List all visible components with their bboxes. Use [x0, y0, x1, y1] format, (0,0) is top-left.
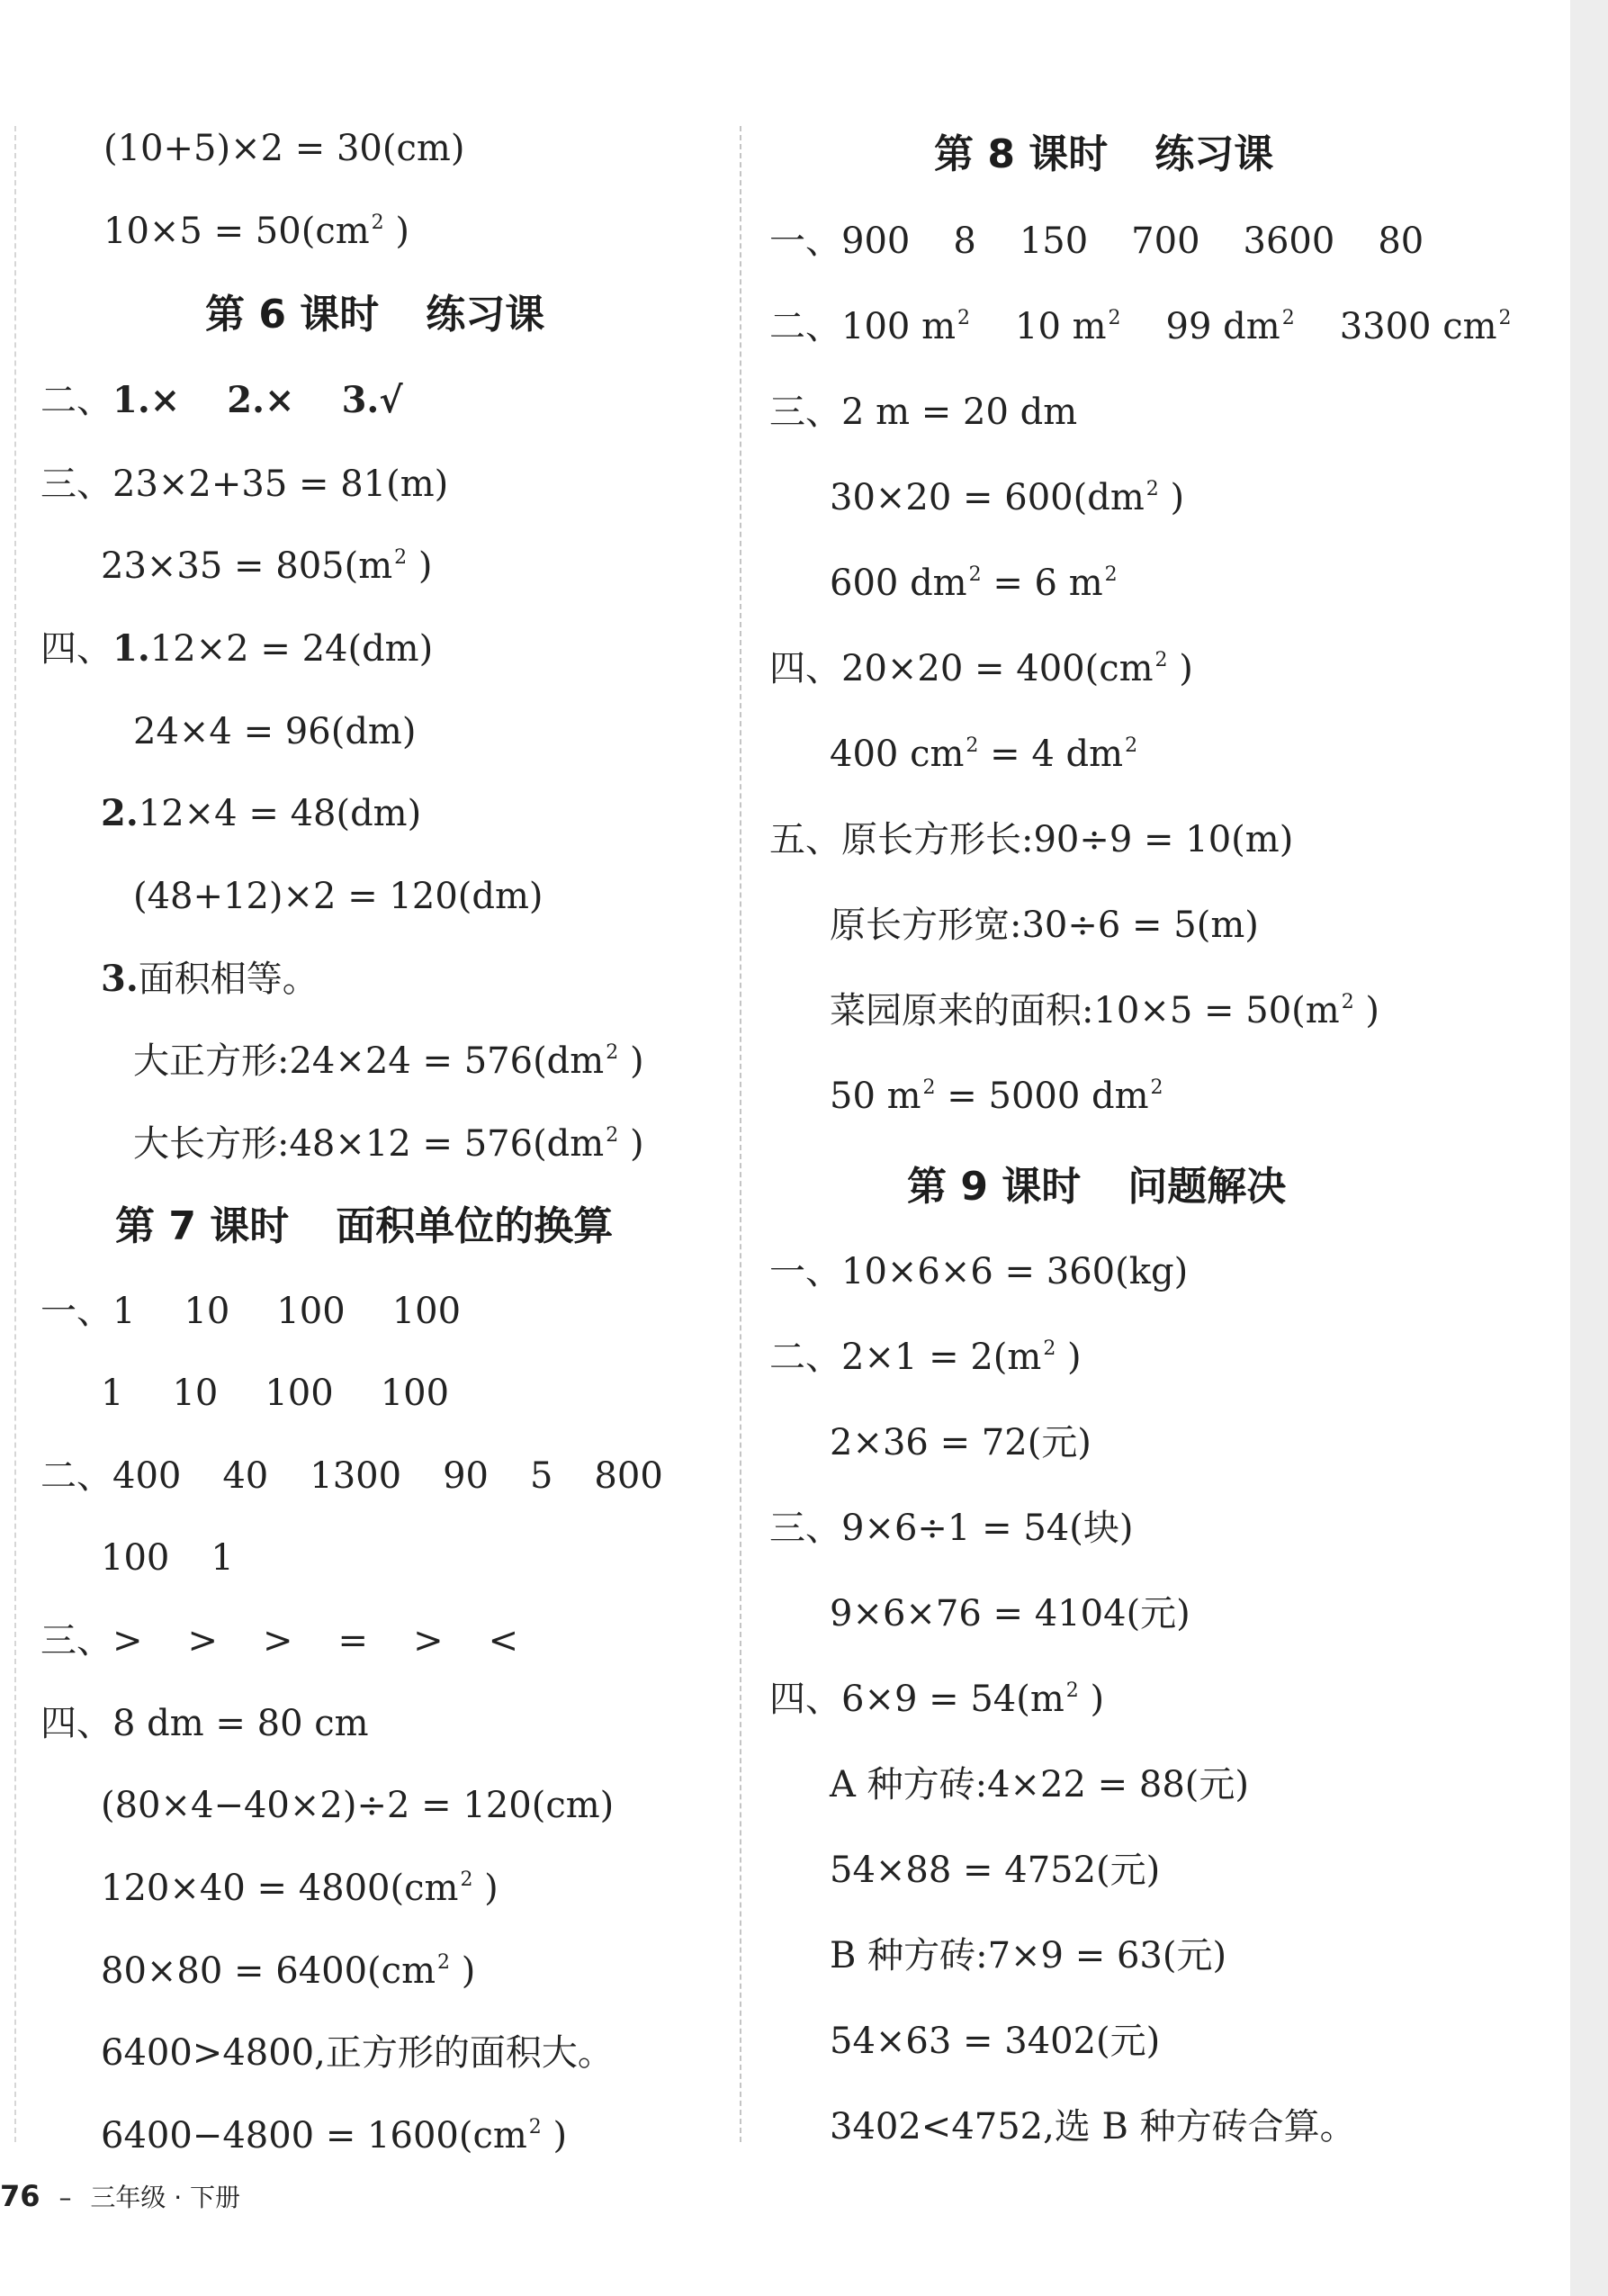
question-2: 二、1.× 2.× 3.√	[40, 379, 403, 421]
answer-line: 大正方形:24×24 = $576(dm^2$ )	[133, 1040, 644, 1082]
page-footer	[0, 2178, 240, 2216]
section-heading-6: 第 6 课时 练习课	[205, 292, 545, 338]
question-3: 三、> > > = > <	[40, 1620, 519, 1661]
answer-line: $10\times 5 = 50(cm^2$ )	[103, 211, 409, 252]
answer-line: 50 $m^2 = 5000$ $dm^2$	[830, 1076, 1163, 1117]
footer-dash: –	[58, 2183, 72, 2212]
answer-line: $30\times 20 = 600(dm^2$ )	[830, 477, 1185, 518]
footer-grade: 三年级 · 下册	[90, 2183, 241, 2212]
answer-line: 2×36 = 72(元)	[830, 1422, 1091, 1463]
question-3: 三、2 m = 20 dm	[769, 392, 1078, 433]
page-number: 76	[0, 2179, 40, 2213]
question-2: 二、400 40 1300 90 5 800	[40, 1455, 663, 1497]
answer-line: $6400-4800 = 1600(cm^2$ )	[101, 2115, 568, 2156]
section-heading-9: 第 9 课时 问题解决	[907, 1164, 1287, 1210]
answer-line: A 种方砖:4×22 = 88(元)	[830, 1764, 1249, 1805]
answer-line: 600 $dm^2 = 6$ $m^2$	[830, 563, 1118, 604]
answer-line: 54×88 = 4752(元)	[830, 1850, 1161, 1891]
answer-line: 菜园原来的面积:10×5 = $50(m^2$ )	[830, 990, 1380, 1031]
answer-line: 6400>4800,正方形的面积大。	[101, 2032, 614, 2074]
answer-line: $120\times 40 = 4800(cm^2$ )	[101, 1868, 499, 1909]
answer-line: 24×4 = 96(dm)	[133, 711, 417, 752]
left-margin-line	[14, 126, 16, 2142]
question-3: 三、9×6÷1 = 54(块)	[769, 1508, 1134, 1549]
question-1: 一、10×6×6 = 360(kg)	[769, 1251, 1189, 1292]
answer-line: $23\times 35 = 805(m^2$ )	[101, 545, 433, 587]
column-divider	[740, 126, 741, 2142]
answer-line: B 种方砖:7×9 = 63(元)	[830, 1935, 1227, 1976]
answer-line: 1 10 100 100	[101, 1373, 450, 1414]
answer-line: (48+12)×2 = 120(dm)	[133, 876, 543, 917]
answer-line: 400 $cm^2 = 4$ $dm^2$	[830, 734, 1138, 775]
answer-line: (80×4−40×2)÷2 = 120(cm)	[101, 1785, 615, 1826]
question-1: 一、900 8 150 700 3600 80	[769, 221, 1424, 262]
question-2: 二、$2\times 1 = 2(m^2$ )	[769, 1337, 1082, 1378]
question-4: 四、1.12×2 = 24(dm)	[40, 627, 434, 670]
answer-line: 原长方形宽:30÷6 = 5(m)	[830, 905, 1259, 946]
answer-line: 54×63 = 3402(元)	[830, 2021, 1161, 2062]
answer-line: 大长方形:48×12 = $576(dm^2$ )	[133, 1123, 644, 1165]
answer-line: 2.12×4 = 48(dm)	[101, 792, 422, 834]
question-2: 二、100 $m^2$ 10 $m^2$ 99 $dm^2$ 3300 $cm^2$	[769, 306, 1512, 347]
section-heading-8: 第 8 课时 练习课	[934, 131, 1274, 177]
answer-line: (10+5)×2 = 30(cm)	[103, 128, 465, 169]
question-5: 五、原长方形长:90÷9 = 10(m)	[769, 819, 1294, 860]
answer-line: 100 1	[101, 1537, 234, 1579]
question-4: 四、$20\times 20 = 400(cm^2$ )	[769, 648, 1193, 689]
question-1: 一、1 10 100 100	[40, 1291, 462, 1332]
question-4: 四、$6\times 9 = 54(m^2$ )	[769, 1679, 1105, 1720]
section-heading-7: 第 7 课时 面积单位的换算	[115, 1203, 614, 1249]
answer-line: 3402<4752,选 B 种方砖合算。	[830, 2106, 1356, 2147]
answer-line: $80\times 80 = 6400(cm^2$ )	[101, 1950, 476, 1992]
page-edge-shadow	[1570, 0, 1608, 2296]
question-4: 四、8 dm = 80 cm	[40, 1703, 369, 1744]
answer-line: 3.面积相等。	[101, 958, 319, 1000]
answer-line: 9×6×76 = 4104(元)	[830, 1593, 1190, 1634]
question-3: 三、23×2+35 = 81(m)	[40, 464, 449, 505]
